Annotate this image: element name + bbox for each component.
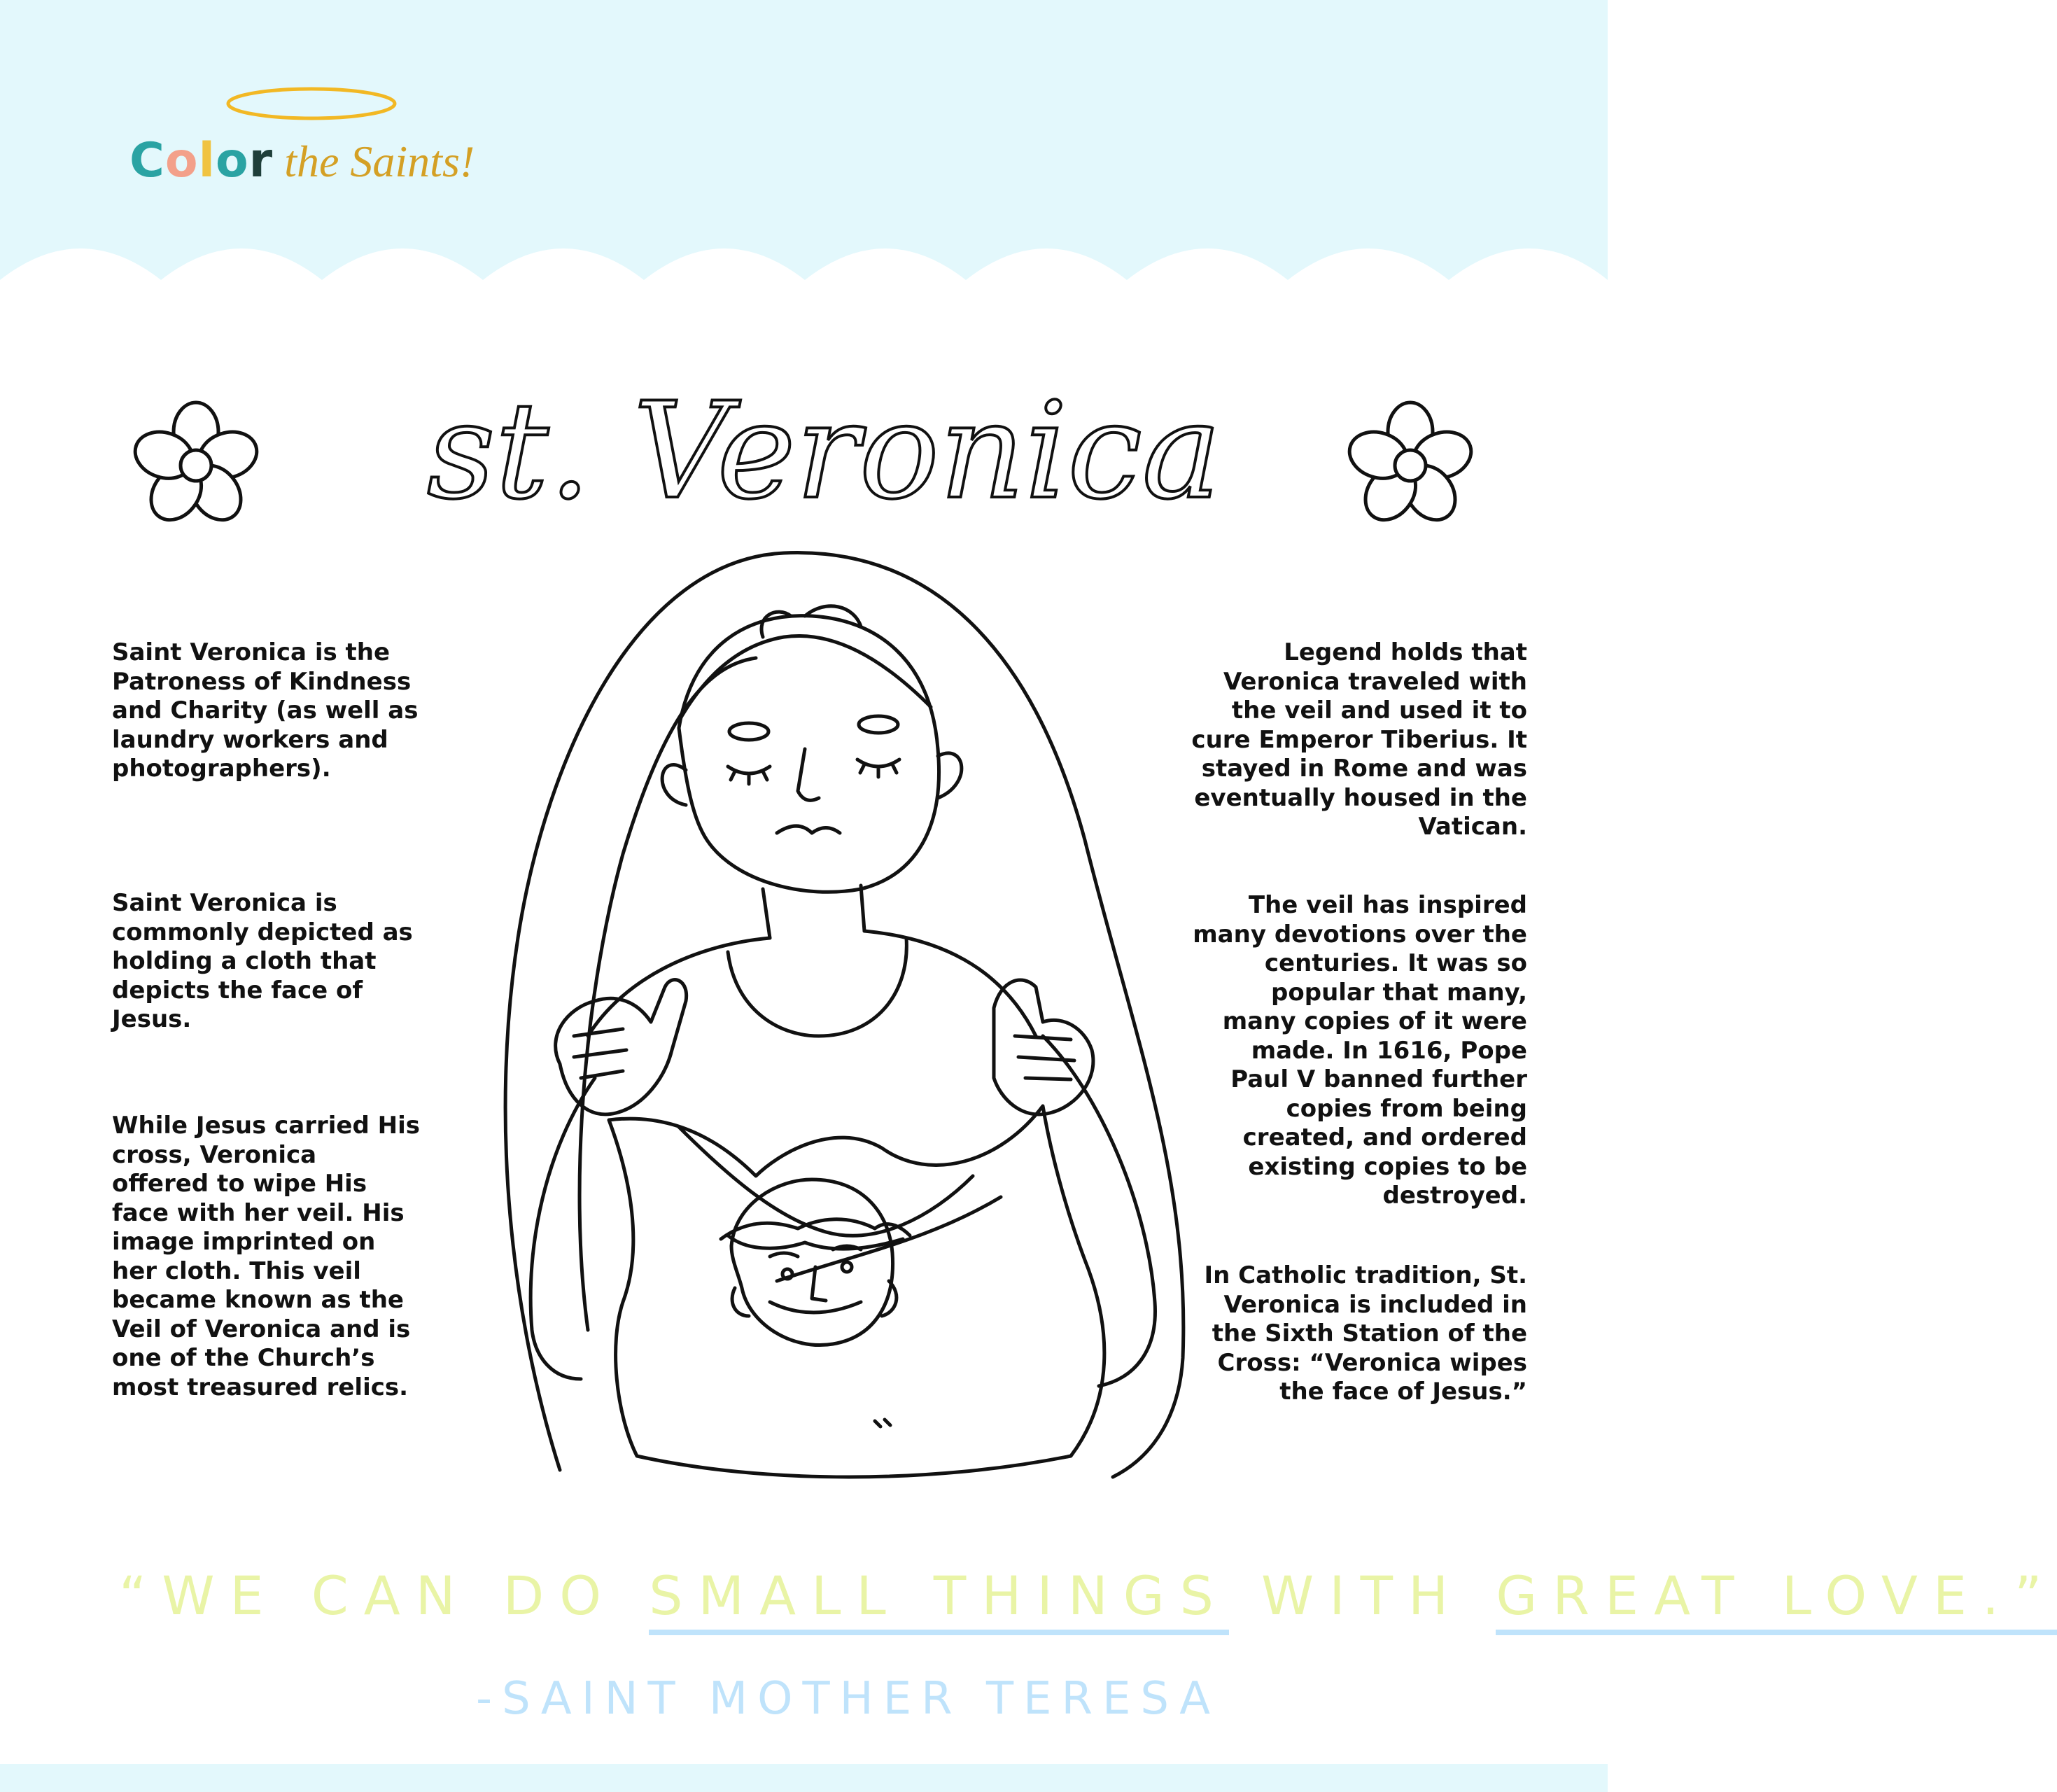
- cloth-fold-detail: [875, 1420, 890, 1427]
- quote-middle: WITH: [1228, 1564, 1496, 1627]
- nose: [798, 749, 819, 800]
- halo-icon: [224, 84, 399, 126]
- eyebrow-right: [859, 716, 898, 733]
- collar: [728, 938, 906, 1036]
- hand-left-fingers: [574, 1029, 626, 1078]
- left-paragraph: Saint Veronica is commonly depicted as holding a cloth that depicts the face of Jesus.: [112, 889, 413, 1033]
- crown-of-thorns: [721, 1219, 910, 1249]
- eyebrow-left: [729, 723, 768, 740]
- cloth-outline: [609, 1106, 1104, 1477]
- head-outline: [679, 616, 939, 892]
- veil-face: [721, 1180, 910, 1345]
- hand-right-fingers: [1015, 1036, 1074, 1079]
- right-paragraph: The veil has inspired many devotions over the centuries. It was so popular that many, many copies of it were made. In 1616, Pope Paul V banned further copies from being created, and ordered existing copies to be destroyed.: [1193, 891, 1527, 1210]
- ear-right: [938, 753, 962, 798]
- page-title-text: st. Veronica: [427, 374, 1221, 528]
- eye-right: [857, 760, 899, 777]
- left-paragraph: Saint Veronica is the Patroness of Kindness and Charity (as well as laundry workers and photographers).: [112, 638, 419, 783]
- right-paragraph: In Catholic tradition, St. Veronica is included in the Sixth Station of the Cross: “Veronica wipes the face of Jesus.”: [1204, 1261, 1527, 1406]
- quote-author: -SAINT MOTHER TERESA: [476, 1673, 1220, 1725]
- quote-open: “WE CAN DO: [119, 1564, 650, 1627]
- brand-color-letter: o: [215, 133, 249, 188]
- brand-color-letter: r: [248, 133, 274, 188]
- hand-right: [994, 980, 1093, 1114]
- eye-left: [728, 766, 770, 784]
- shoulders: [588, 931, 1036, 1036]
- brand-color-letter: C: [129, 133, 165, 188]
- veil-outline: [505, 553, 1184, 1477]
- neck: [763, 886, 864, 938]
- left-paragraph: While Jesus carried His cross, Veronica offered to wipe His face with her veil. His image imprinted on her cloth. This veil became known as the Veil of Veronica and is one of the Church’s most treasured relics.: [112, 1112, 421, 1401]
- sleeve-left: [531, 1078, 595, 1379]
- right-paragraph: Legend holds that Veronica traveled with the veil and used it to cure Emperor Tiberius. It stayed in Rome and was eventually housed in the Vatican.: [1191, 638, 1527, 841]
- hand-left: [556, 980, 687, 1114]
- brand-color-letter: l: [198, 133, 216, 188]
- flower-icon: [1340, 396, 1480, 536]
- quote-line: [119, 1564, 2057, 1627]
- brand-subtitle: the Saints!: [284, 136, 475, 186]
- ear-left: [662, 765, 686, 805]
- veil-inner: [580, 658, 756, 1330]
- footer-band: [0, 1764, 1608, 1792]
- flower-icon: [126, 396, 266, 536]
- veronica-illustration: [483, 546, 1204, 1505]
- sleeve-right: [1043, 1036, 1155, 1386]
- brand-color-letter: o: [164, 133, 199, 188]
- brand-title: [129, 133, 475, 188]
- quote-highlight: GREAT LOVE.”: [1496, 1564, 2057, 1635]
- page-title: [413, 357, 1253, 546]
- quote-highlight: SMALL THINGS: [649, 1564, 1229, 1635]
- mouth: [777, 826, 840, 833]
